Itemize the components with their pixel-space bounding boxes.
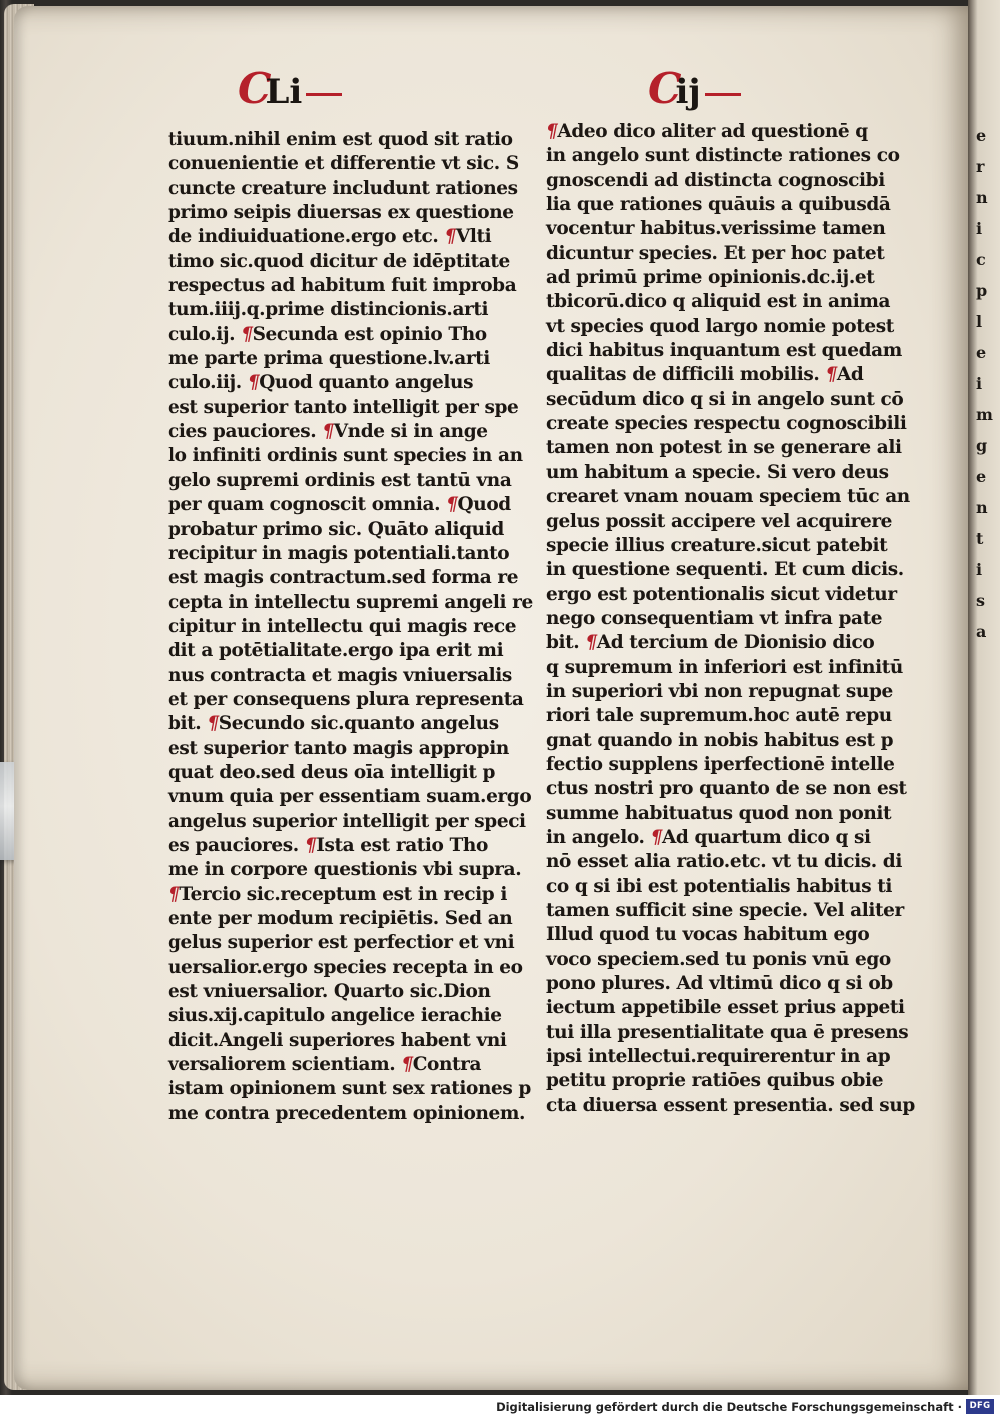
text-line: nō esset alia ratio.etc. vt tu dicis. di [546, 851, 902, 873]
text-line: secūdum dico q si in angelo sunt cō [546, 388, 904, 410]
rubric-rule [306, 93, 342, 96]
text-line: istam opinionem sunt sex rationes p [168, 1078, 531, 1100]
text-line: per quam cognoscit omnia. ¶Quod [168, 494, 511, 516]
text-line: vt species quod largo nomie potest [546, 315, 894, 337]
bleed-glyph: g [976, 436, 988, 455]
text-line: in questione sequenti. Et cum dicis. [546, 559, 904, 581]
text-line: co q si ibi est potentialis habitus ti [546, 875, 893, 897]
dfg-logo: DFG [966, 1399, 994, 1414]
text-line: ergo est potentionalis sicut videtur [546, 583, 897, 605]
text-line: tamen sufficit sine specie. Vel aliter [546, 900, 904, 921]
running-head-right-text: ij [675, 72, 701, 112]
text-line: ¶Adeo dico aliter ad questionē q [546, 121, 868, 142]
text-line: cipitur in intellectu qui magis rece [168, 615, 517, 637]
bleed-glyph: e [976, 467, 987, 486]
running-head-left-text: Li [265, 72, 303, 112]
text-line: lo infiniti ordinis sunt species in an [168, 445, 523, 467]
text-line: tui illa presentialitate qua ē presens [546, 1021, 909, 1043]
text-line: ctus nostri pro quanto de se non est [546, 778, 907, 800]
rubric-paragraph-mark: ¶ [401, 1054, 413, 1076]
text-line: sius.xij.capitulo angelice ierachie [168, 1005, 502, 1027]
text-line: in angelo sunt distincte rationes co [546, 145, 900, 167]
bleed-glyph: c [976, 250, 986, 269]
rubric-paragraph-mark: ¶ [241, 323, 253, 345]
text-line: probatur primo sic. Quāto aliquid [168, 518, 504, 540]
bleed-glyph: t [976, 529, 984, 548]
text-line: dit a potētialitate.ergo ipa erit mi [168, 640, 504, 662]
text-line: in angelo. ¶Ad quartum dico q si [546, 826, 871, 848]
rubric-paragraph-mark: ¶ [444, 226, 456, 248]
rubric-paragraph-mark: ¶ [825, 364, 837, 386]
bleed-glyph: l [976, 312, 983, 331]
text-line: tum.iiij.q.prime distincionis.arti [168, 299, 489, 321]
rubric-paragraph-mark: ¶ [168, 883, 180, 905]
text-line: conuenientie et differentie vt sic. S [168, 153, 519, 175]
text-line: cepta in intellectu supremi angeli re [168, 591, 533, 613]
text-line: respectus ad habitum fuit improba [168, 275, 517, 297]
text-line: recipitur in magis potentiali.tanto [168, 542, 510, 564]
text-line: bit. ¶Ad tercium de Dionisio dico [546, 632, 875, 654]
rubric-initial: C [238, 64, 272, 113]
text-line: specie illius creature.sicut patebit [546, 534, 888, 556]
text-line: quat deo.sed deus oīa intelligit p [168, 761, 496, 783]
text-line: primo seipis diuersas ex questione [168, 202, 514, 224]
text-line: est superior tanto magis appropin [168, 737, 509, 759]
text-line: qualitas de difficili mobilis. ¶Ad [546, 364, 864, 386]
text-line: crearet vnam nouam speciem tūc an [546, 486, 910, 508]
rubric-initial: C [648, 64, 682, 113]
rubric-paragraph-mark: ¶ [247, 372, 260, 394]
text-line: gnat quando in nobis habitus est p [546, 729, 894, 751]
rubric-paragraph-mark: ¶ [446, 494, 458, 516]
text-line: dici habitus inquantum est quedam [546, 340, 902, 362]
bleed-glyph: m [976, 405, 993, 424]
bleed-glyph: p [976, 281, 988, 300]
text-line: gelo supremi ordinis est tantū vna [168, 469, 512, 491]
text-line: riori tale supremum.hoc autē repu [546, 705, 892, 727]
text-line: cuncte creature includunt rationes [168, 177, 518, 199]
rubric-rule [705, 93, 741, 96]
text-column-right [546, 120, 915, 1118]
text-line: versaliorem scientiam. ¶Contra [168, 1054, 482, 1076]
text-line: ¶Tercio sic.receptum est in recip i [168, 883, 507, 905]
text-line: q supremum in inferiori est infinitū [546, 656, 903, 678]
rubric-paragraph-mark: ¶ [304, 834, 317, 856]
funding-note: Digitalisierung gefördert durch die Deutsche Forschungsgemeinschaft · [496, 1400, 962, 1414]
rubric-paragraph-mark: ¶ [585, 632, 597, 654]
text-line: me in corpore questionis vbi supra. [168, 859, 522, 881]
rubric-paragraph-mark: ¶ [207, 713, 219, 735]
text-line: est superior tanto intelligit per spe [168, 396, 519, 418]
text-line: de indiuiduatione.ergo etc. ¶Vlti [168, 226, 492, 248]
text-line: bit. ¶Secundo sic.quanto angelus [168, 713, 499, 735]
text-line: gnoscendi ad distincta cognoscibi [546, 169, 885, 191]
text-line: et per consequens plura representa [168, 688, 524, 710]
text-line: nus contracta et magis vniuersalis [168, 664, 512, 686]
bleed-glyph: i [976, 219, 983, 238]
bleed-glyph: i [976, 374, 983, 393]
text-line: fectio supplens iperfectionē intelle [546, 753, 895, 775]
text-line: um habitum a specie. Si vero deus [546, 461, 889, 483]
text-line: vnum quia per essentiam suam.ergo [168, 786, 532, 808]
text-line: est vniuersalior. Quarto sic.Dion [168, 981, 491, 1003]
text-line: pono plures. Ad vltimū dico q si ob [546, 973, 893, 995]
bleed-glyph: i [976, 560, 983, 579]
text-line: ipsi intellectui.requirerentur in ap [546, 1046, 891, 1068]
text-line: create species respectu cognoscibili [546, 413, 907, 435]
bleed-glyph: s [976, 591, 986, 610]
text-line: summe habituatus quod non ponit [546, 802, 892, 824]
bleed-glyph: r [976, 157, 985, 176]
text-line: Illud quod tu vocas habitum ego [546, 924, 870, 946]
bleed-glyph: n [976, 188, 988, 207]
text-line: lia que rationes quāuis a quibusdā [546, 194, 891, 216]
text-line: nego consequentiam vt infra pate [546, 607, 883, 629]
text-line: dicuntur species. Et per hoc patet [546, 242, 885, 264]
text-line: tamen non potest in se generare ali [546, 437, 902, 459]
recto-text-bleed [976, 120, 1000, 647]
text-line: cies pauciores. ¶Vnde si in ange [168, 421, 488, 443]
text-line: cta diuersa essent presentia. sed sup [546, 1094, 915, 1116]
text-line: in superiori vbi non repugnat supe [546, 680, 893, 702]
text-line: ad primū prime opinionis.dc.ij.et [546, 267, 875, 289]
bleed-glyph: e [976, 126, 987, 145]
bleed-glyph: e [976, 343, 987, 362]
text-line: petitu proprie ratiōes quibus obie [546, 1070, 884, 1092]
running-head-right [648, 64, 741, 112]
rubric-paragraph-mark: ¶ [322, 421, 334, 443]
text-line: uersalior.ergo species recepta in eo [168, 956, 523, 978]
text-line: dicit.Angeli superiores habent vni [168, 1029, 507, 1051]
rubric-paragraph-mark: ¶ [546, 121, 558, 142]
text-line: culo.iij. ¶Quod quanto angelus [168, 372, 474, 394]
text-line: me parte prima questione.lv.arti [168, 348, 490, 370]
text-line: ente per modum recipiētis. Sed an [168, 908, 513, 929]
text-line: timo sic.quod dicitur de idēptitate [168, 250, 510, 272]
text-line: tbicorū.dico q aliquid est in anima [546, 291, 891, 313]
text-line: gelus superior est perfectior et vni [168, 932, 515, 954]
text-line: vocentur habitus.verissime tamen [546, 218, 886, 240]
text-line: angelus superior intelligit per speci [168, 810, 526, 832]
text-line: culo.ij. ¶Secunda est opinio Tho [168, 323, 487, 345]
text-line: es pauciores. ¶Ista est ratio Tho [168, 834, 488, 856]
text-line: me contra precedentem opinionem. [168, 1102, 526, 1124]
rubric-paragraph-mark: ¶ [650, 826, 662, 848]
recto-page-edge [968, 0, 1000, 1395]
text-line: tiuum.nihil enim est quod sit ratio [168, 129, 513, 150]
footer-bar [0, 1395, 1000, 1419]
bleed-glyph: n [976, 498, 988, 517]
text-line: est magis contractum.sed forma re [168, 567, 519, 589]
text-line: voco speciem.sed tu ponis vnū ego [546, 948, 891, 970]
text-line: iectum appetibile esset prius appeti [546, 997, 905, 1019]
running-head-left [238, 64, 342, 112]
text-line: gelus possit accipere vel acquirere [546, 510, 893, 532]
text-column-left [168, 128, 533, 1126]
bleed-glyph: a [976, 622, 987, 641]
